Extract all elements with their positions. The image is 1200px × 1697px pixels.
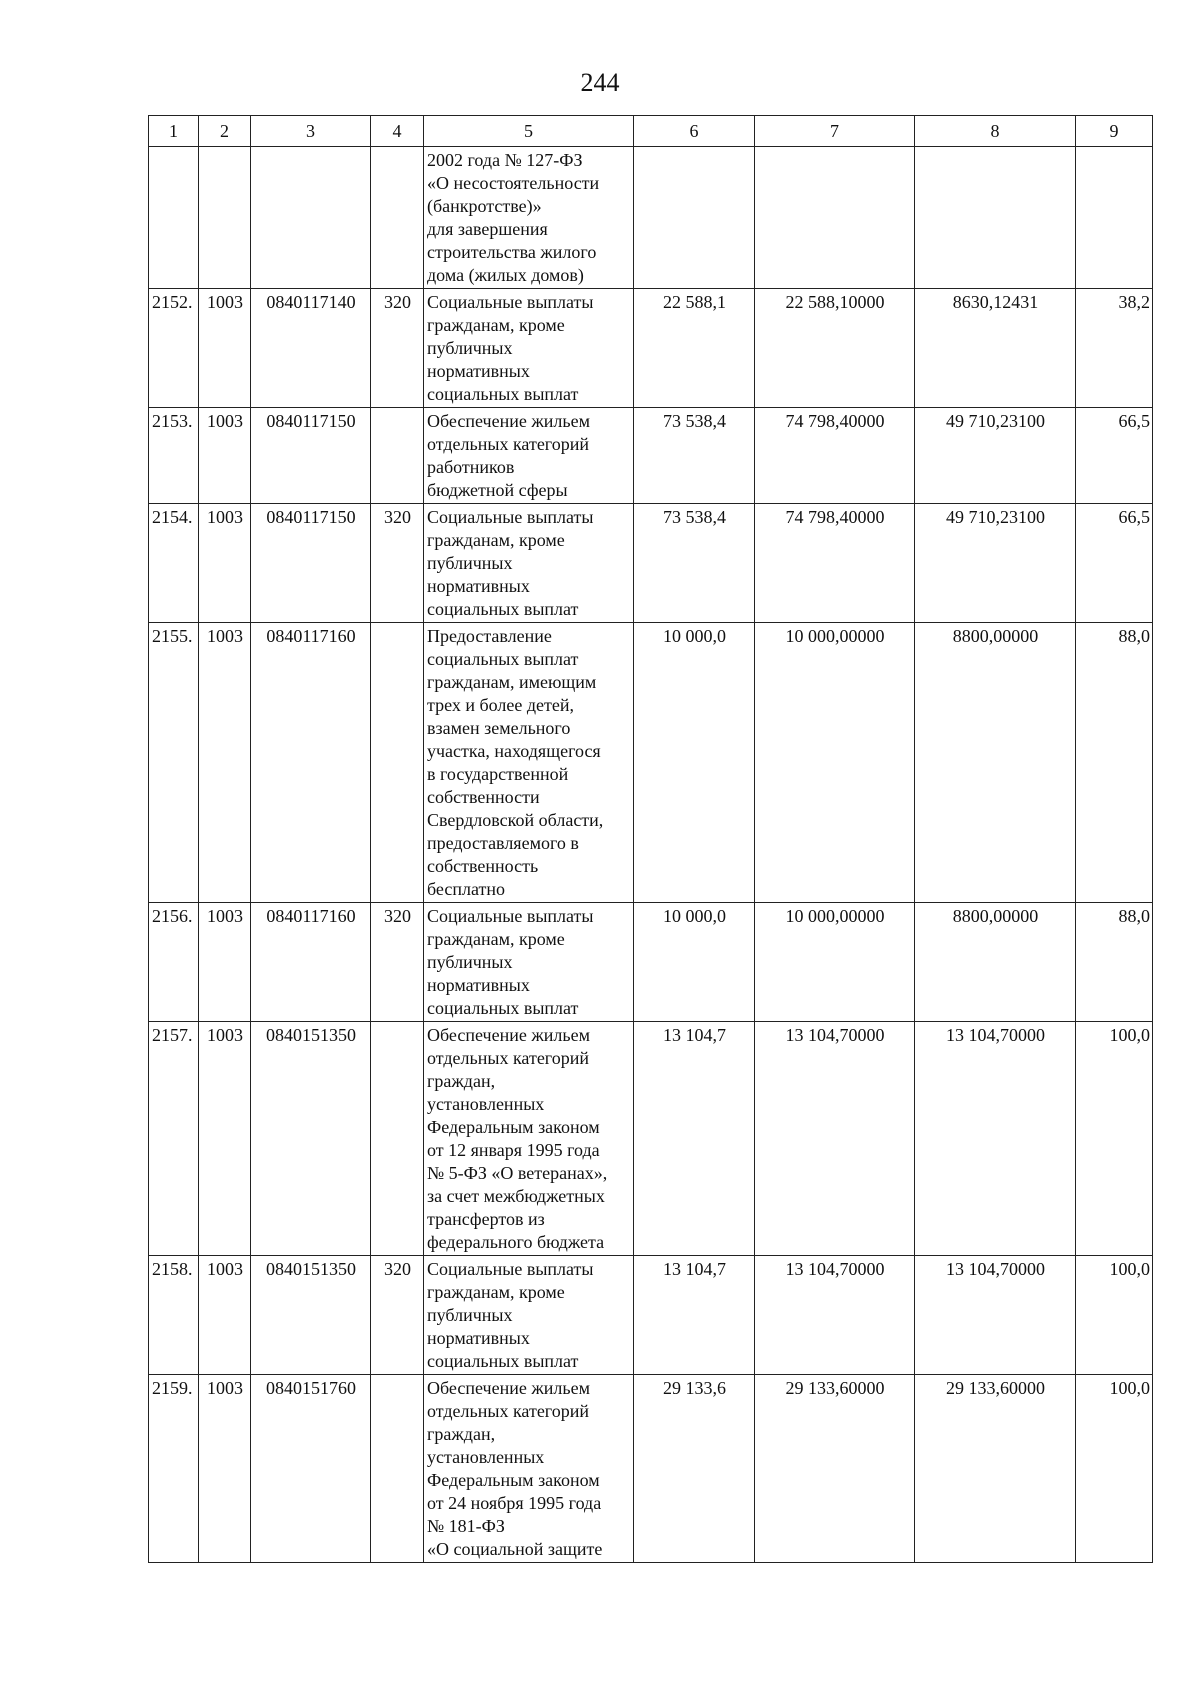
section-code: 1003 <box>199 903 251 1022</box>
header-cell: 1 <box>149 116 199 147</box>
percent-col-9: 100,0 <box>1076 1256 1153 1375</box>
section-code: 1003 <box>199 1022 251 1256</box>
value-col-7: 13 104,70000 <box>755 1256 915 1375</box>
table-row <box>149 408 1153 504</box>
target-article-code <box>251 147 371 289</box>
expense-type-code: 320 <box>371 289 424 408</box>
value-col-8: 8800,00000 <box>915 903 1076 1022</box>
row-number: 2155. <box>149 623 199 903</box>
header-cell: 6 <box>634 116 755 147</box>
table-row <box>149 289 1153 408</box>
value-col-6: 73 538,4 <box>634 504 755 623</box>
percent-col-9: 66,5 <box>1076 504 1153 623</box>
header-cell: 4 <box>371 116 424 147</box>
page-number: 244 <box>580 68 620 97</box>
value-col-7: 10 000,00000 <box>755 903 915 1022</box>
value-col-6: 73 538,4 <box>634 408 755 504</box>
value-col-7: 22 588,10000 <box>755 289 915 408</box>
description: Социальные выплаты гражданам, кроме публичных нормативных социальных выплат <box>424 903 634 1022</box>
section-code: 1003 <box>199 1375 251 1563</box>
value-col-8: 8800,00000 <box>915 623 1076 903</box>
value-col-7: 29 133,60000 <box>755 1375 915 1563</box>
percent-col-9: 100,0 <box>1076 1375 1153 1563</box>
percent-col-9: 88,0 <box>1076 623 1153 903</box>
expense-type-code: 320 <box>371 903 424 1022</box>
target-article-code: 0840117160 <box>251 623 371 903</box>
value-col-7: 13 104,70000 <box>755 1022 915 1256</box>
value-col-7 <box>755 147 915 289</box>
value-col-8: 29 133,60000 <box>915 1375 1076 1563</box>
expense-type-code <box>371 1022 424 1256</box>
row-number <box>149 147 199 289</box>
value-col-8: 8630,12431 <box>915 289 1076 408</box>
target-article-code: 0840151760 <box>251 1375 371 1563</box>
section-code: 1003 <box>199 408 251 504</box>
target-article-code: 0840117160 <box>251 903 371 1022</box>
table-row <box>149 147 1153 289</box>
target-article-code: 0840117150 <box>251 504 371 623</box>
value-col-8: 13 104,70000 <box>915 1256 1076 1375</box>
description: Социальные выплаты гражданам, кроме публичных нормативных социальных выплат <box>424 504 634 623</box>
header-row <box>149 116 1153 147</box>
value-col-8: 49 710,23100 <box>915 504 1076 623</box>
value-col-6: 22 588,1 <box>634 289 755 408</box>
value-col-6: 29 133,6 <box>634 1375 755 1563</box>
value-col-7: 74 798,40000 <box>755 504 915 623</box>
value-col-8: 49 710,23100 <box>915 408 1076 504</box>
value-col-8: 13 104,70000 <box>915 1022 1076 1256</box>
percent-col-9: 66,5 <box>1076 408 1153 504</box>
header-cell: 5 <box>424 116 634 147</box>
row-number: 2153. <box>149 408 199 504</box>
section-code: 1003 <box>199 504 251 623</box>
section-code: 1003 <box>199 1256 251 1375</box>
table-row <box>149 504 1153 623</box>
table-row <box>149 623 1153 903</box>
value-col-6: 13 104,7 <box>634 1022 755 1256</box>
description: Обеспечение жильем отдельных категорий граждан, установленных Федеральным законом от 24 ноября 1995 года № 181-ФЗ «О социальной защите <box>424 1375 634 1563</box>
target-article-code: 0840151350 <box>251 1256 371 1375</box>
table-row <box>149 903 1153 1022</box>
row-number: 2157. <box>149 1022 199 1256</box>
value-col-6: 10 000,0 <box>634 903 755 1022</box>
budget-table <box>148 115 1153 1563</box>
description: Обеспечение жильем отдельных категорий граждан, установленных Федеральным законом от 12 января 1995 года № 5-ФЗ «О ветеранах», за счет межбюджетных трансфертов из федерального бюджета <box>424 1022 634 1256</box>
expense-type-code <box>371 147 424 289</box>
percent-col-9: 100,0 <box>1076 1022 1153 1256</box>
row-number: 2154. <box>149 504 199 623</box>
section-code: 1003 <box>199 623 251 903</box>
value-col-7: 10 000,00000 <box>755 623 915 903</box>
table-row <box>149 1022 1153 1256</box>
target-article-code: 0840151350 <box>251 1022 371 1256</box>
expense-type-code <box>371 408 424 504</box>
header-cell: 7 <box>755 116 915 147</box>
header-cell: 3 <box>251 116 371 147</box>
target-article-code: 0840117140 <box>251 289 371 408</box>
row-number: 2156. <box>149 903 199 1022</box>
header-cell: 2 <box>199 116 251 147</box>
value-col-8 <box>915 147 1076 289</box>
row-number: 2158. <box>149 1256 199 1375</box>
description: Социальные выплаты гражданам, кроме публичных нормативных социальных выплат <box>424 1256 634 1375</box>
percent-col-9: 38,2 <box>1076 289 1153 408</box>
description: Предоставление социальных выплат гражданам, имеющим трех и более детей, взамен земельного участка, находящегося в государственной собственности Свердловской области, предоставляемого в собственность бесплатно <box>424 623 634 903</box>
value-col-6: 13 104,7 <box>634 1256 755 1375</box>
row-number: 2159. <box>149 1375 199 1563</box>
percent-col-9: 88,0 <box>1076 903 1153 1022</box>
expense-type-code: 320 <box>371 504 424 623</box>
value-col-6: 10 000,0 <box>634 623 755 903</box>
target-article-code: 0840117150 <box>251 408 371 504</box>
header-cell: 9 <box>1076 116 1153 147</box>
value-col-6 <box>634 147 755 289</box>
section-code <box>199 147 251 289</box>
row-number: 2152. <box>149 289 199 408</box>
table-row <box>149 1256 1153 1375</box>
table-row <box>149 1375 1153 1563</box>
description: Социальные выплаты гражданам, кроме публичных нормативных социальных выплат <box>424 289 634 408</box>
description: Обеспечение жильем отдельных категорий работников бюджетной сферы <box>424 408 634 504</box>
percent-col-9 <box>1076 147 1153 289</box>
value-col-7: 74 798,40000 <box>755 408 915 504</box>
section-code: 1003 <box>199 289 251 408</box>
header-cell: 8 <box>915 116 1076 147</box>
description: 2002 года № 127-ФЗ «О несостоятельности (банкротстве)» для завершения строительства жилого дома (жилых домов) <box>424 147 634 289</box>
expense-type-code <box>371 1375 424 1563</box>
expense-type-code: 320 <box>371 1256 424 1375</box>
expense-type-code <box>371 623 424 903</box>
